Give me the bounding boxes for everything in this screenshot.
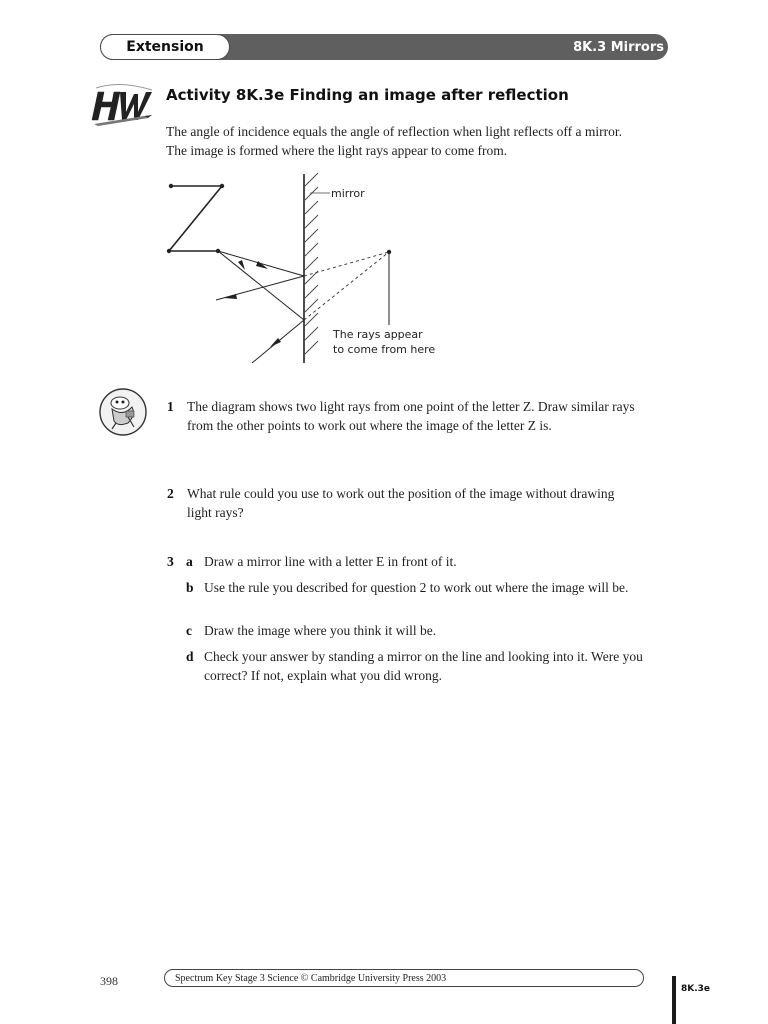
unit-title: 8K.3 Mirrors — [573, 40, 664, 55]
question-3b-text: Use the rule you described for question 2 to work out where the image will be. — [204, 580, 629, 595]
rays-label-line2: to come from here — [333, 343, 436, 356]
section-label: Extension — [100, 34, 230, 60]
page-number: 398 — [100, 974, 118, 988]
intro-paragraph: The angle of incidence equals the angle of reflection when light reflects off a mirror. The image is formed where the light rays appear to come from. — [166, 124, 622, 158]
ray-arrows — [224, 260, 281, 347]
question-3d-text: Check your answer by standing a mirror on the line and looking into it. Were you correct? If not, explain what you did wrong. — [204, 649, 643, 683]
question-3-number: 3 — [167, 554, 174, 569]
mirror-label: mirror — [331, 187, 365, 200]
question-1-number: 1 — [167, 399, 174, 414]
question-1-text: The diagram shows two light rays from one point of the letter Z. Draw similar rays from the other points to work out where the image of the letter Z is. — [187, 399, 635, 433]
question-3c-letter: c — [186, 623, 192, 638]
light-rays — [216, 251, 304, 363]
mirror-hatching — [305, 173, 318, 354]
activity-title: Activity 8K.3e Finding an image after reflection — [166, 86, 569, 104]
footer-tab-bar — [672, 976, 676, 1024]
question-3a-letter: a — [186, 554, 193, 569]
letter-z — [169, 186, 222, 251]
question-2-number: 2 — [167, 486, 174, 501]
question-3d-letter: d — [186, 649, 194, 664]
footer-tab-label: 8K.3e — [681, 984, 711, 994]
question-3a-text: Draw a mirror line with a letter E in front of it. — [204, 554, 457, 569]
question-2-text: What rule could you use to work out the position of the image without drawing light rays? — [187, 486, 615, 520]
hw-icon — [90, 82, 156, 132]
question-3c-text: Draw the image where you think it will be. — [204, 623, 437, 638]
copyright-notice: Spectrum Key Stage 3 Science © Cambridge University Press 2003 — [164, 969, 644, 987]
mascot-icon — [98, 387, 148, 437]
rays-label-line1: The rays appear — [333, 328, 423, 341]
question-3b-letter: b — [186, 580, 194, 595]
